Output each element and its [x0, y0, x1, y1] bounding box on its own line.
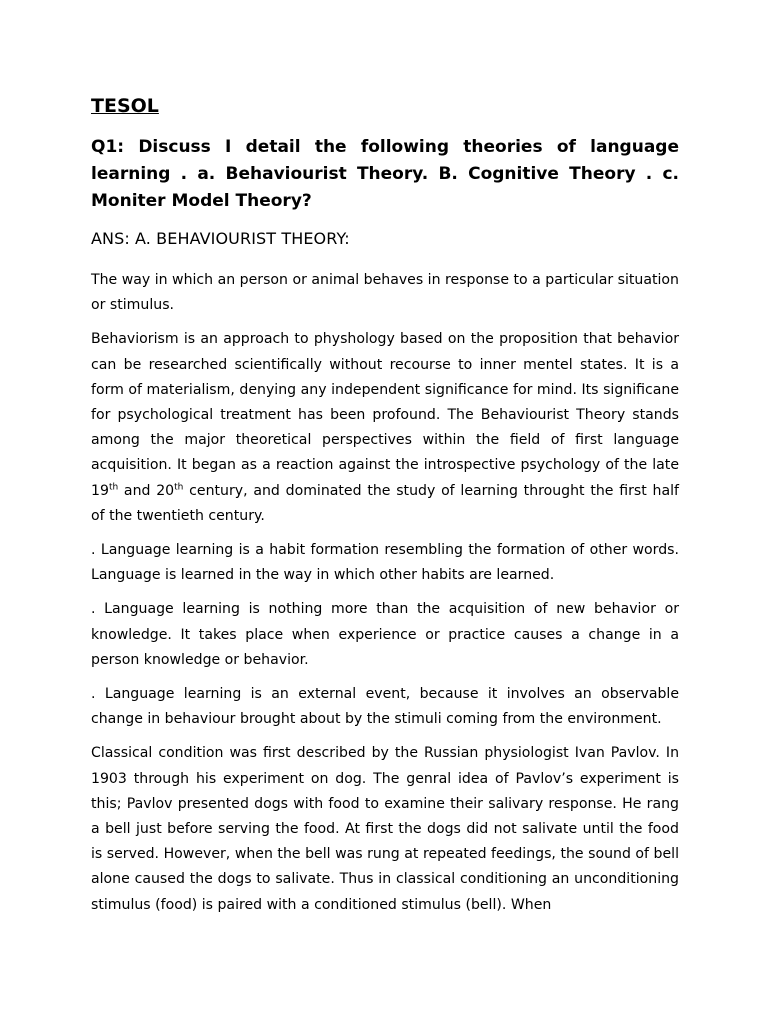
ordinal-suffix-19th: th: [108, 481, 119, 492]
point-external-event: . Language learning is an external event, because it involves an observable change in behaviour brought about by the stimuli coming from the environment.: [91, 686, 679, 728]
ordinal-suffix-20th: th: [174, 481, 184, 492]
definition-paragraph: The way in which an person or animal behaves in response to a particular situation or stimulus.: [91, 272, 679, 314]
behaviorism-text-2: and 20: [118, 482, 175, 499]
answer-heading: ANS: A. BEHAVIOURIST THEORY:: [91, 229, 350, 248]
classical-conditioning-paragraph: Classical condition was first described by the Russian physiologist Ivan Pavlov. In 1903 through his experiment on dog. The genral idea of Pavlov’s experiment is this; Pavlov presented dogs with food to examine their salivary response. He rang a bell just before serving the food. At first the dogs did not salivate until the food is served. However, when the bell was rung at repeated feedings, the sound of bell alone caused the dogs to salivate. Thus in classical conditioning an unconditioning stimulus (food) is paired with a conditioned stimulus (bell). When: [91, 745, 679, 913]
document-title: TESOL: [91, 95, 159, 117]
behaviorism-text-3: century, and dominated the study of learning throught the first half of the twentieth century.: [91, 482, 679, 524]
behaviorism-paragraph: [91, 327, 679, 529]
behaviorism-text-1: Behaviorism is an approach to physhology based on the proposition that behavior can be researched scientifically without recourse to inner mentel states. It is a form of materialism, denying any independent significance for mind. Its significane for psychological treatment has been profound. The Behaviourist Theory stands among the major theoretical perspectives within the field of first language acquisition. It began as a reaction against the introspective psychology of the late 19: [91, 331, 679, 499]
point-habit-formation: . Language learning is a habit formation resembling the formation of other words. Language is learned in the way in which other habits are learned.: [91, 542, 679, 584]
document-page: [91, 94, 679, 927]
point-acquisition: . Language learning is nothing more than the acquisition of new behavior or knowledge. It takes place when experience or practice causes a change in a person knowledge or behavior.: [91, 601, 679, 668]
question-text: Q1: Discuss I detail the following theories of language learning . a. Behaviourist Theory. B. Cognitive Theory . c. Moniter Model Theory?: [91, 137, 679, 211]
